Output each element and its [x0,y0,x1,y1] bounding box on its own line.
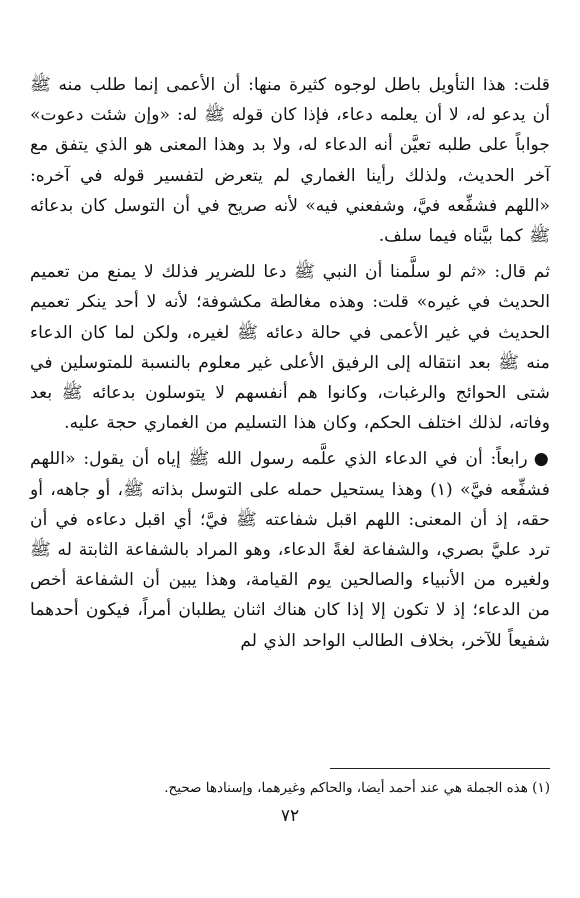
paragraph-2: ثم قال: «ثم لو سلَّمنا أن النبي ﷺ دعا للضرير فذلك لا يمنع من تعميم الحديث في غيره» قلت: وهذه مغالطة مكشوفة؛ لأنه لا أحد ينكر تعميم الحديث في غير الأعمى في حالة دعائه ﷺ لغيره، ولكن لما كان الدعاء منه ﷺ بعد انتقاله إلى الرفيق الأعلى غير معلوم بالنسبة للمتوسلين في شتى الحوائج والرغبات، وكانوا هم أنفسهم لا يتوسلون بدعائه ﷺ بعد وفاته، لذلك اختلف الحكم، وكان هذا التسليم من الغماري حجة عليه. [30,262,550,434]
footnote: (١) هذه الجملة هي عند أحمد أيضا، والحاكم وغيرهما، وإسنادها صحيح. [164,780,550,796]
footnote-divider [330,768,550,769]
page-number: ٧٢ [280,806,300,826]
paragraph-3-text: رابعاً: أن في الدعاء الذي علَّمه رسول الله ﷺ إياه أن يقول: «اللهم فشفِّعه فيَّ» (١) وهذا يستحيل حمله على التوسل بذاته ﷺ، أو جاهه، أو حقه، إذ أن المعنى: اللهم اقبل شفاعته ﷺ فيَّ؛ أي اقبل دعاءه في أن ترد عليَّ بصري، والشفاعة لغةً الدعاء، وهو المراد بالشفاعة الثابتة له ﷺ ولغيره من الأنبياء والصالحين يوم القيامة، وهذا يبين أن الشفاعة أخص من الدعاء؛ إذ لا تكون إلا إذا كان هناك اثنان يطلبان أمراً، فيكون أحدهما شفيعاً للآخر، بخلاف الطالب الواحد الذي لم [30,449,550,651]
bullet-icon: ● [533,449,551,470]
paragraph-3 [30,444,550,655]
paragraph-1: قلت: هذا التأويل باطل لوجوه كثيرة منها: أن الأعمى إنما طلب منه ﷺ أن يدعو له، لا أن يعلمه دعاء، فإذا كان قوله ﷺ له: «وإن شئت دعوت» جواباً على طلبه تعيَّن أنه الدعاء له، ولا بد وهذا المعنى هو الذي يتفق مع آخر الحديث، ولذلك رأينا الغماري لم يتعرض لتفسير قوله في آخره: «اللهم فشفِّعه فيَّ، وشفعني فيه» لأنه صريح في أن التوسل كان بدعائه ﷺ كما بيَّناه فيما سلف. [30,75,550,247]
